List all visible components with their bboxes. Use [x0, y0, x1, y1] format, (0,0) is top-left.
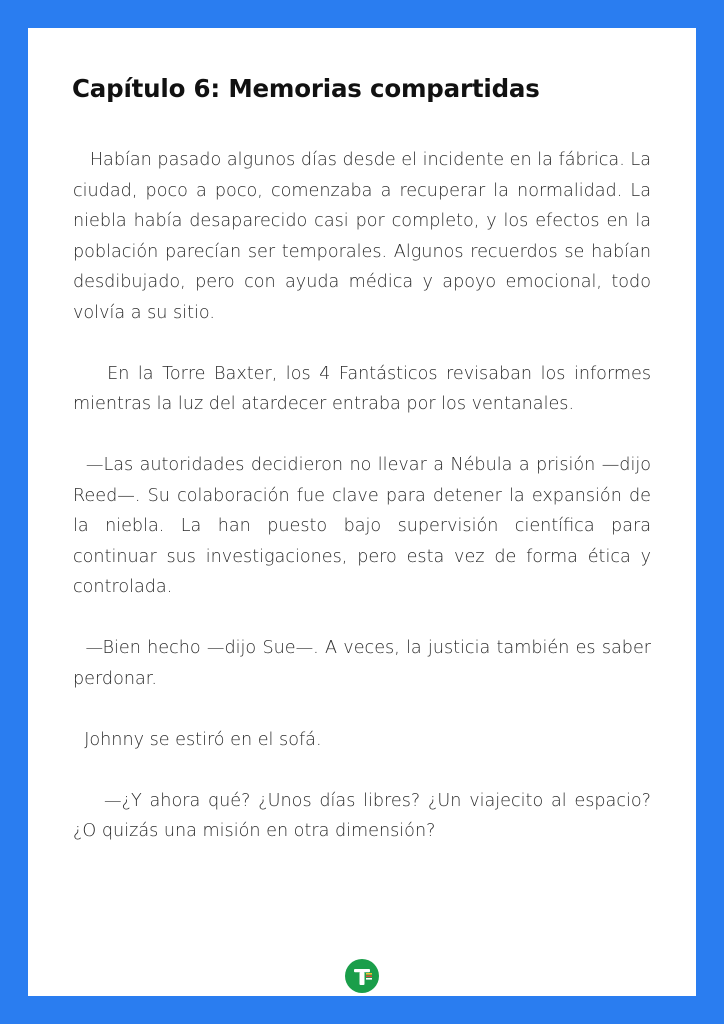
paragraph-3: —Las autoridades decidieron no llevar a Nébula a prisión —dijo Reed—. Su colaboración fue clave para detener la expansión de la niebla. La han puesto bajo supervisión científica para continuar sus investigaciones, pero esta vez de forma ética y controlada. — [73, 455, 657, 597]
paragraph-2: En la Torre Baxter, los 4 Fantásticos revisaban los informes mientras la luz del atardecer entraba por los ventanales. — [73, 363, 657, 414]
paragraph-1: Habían pasado algunos días desde el incidente en la fábrica. La ciudad, poco a poco, comenzaba a recuperar la normalidad. La niebla había desaparecido casi por completo, y los efectos en la población parecían ser temporales. Algunos recuerdos se habían desdibujado, pero con ayuda médica y apoyo emocional, todo volvía a su sitio. — [73, 150, 657, 323]
green-circle-book-logo-icon — [345, 959, 379, 993]
document-page — [28, 28, 696, 996]
chapter-body — [73, 145, 657, 877]
paragraph-6: —¿Y ahora qué? ¿Unos días libres? ¿Un viajecito al espacio? ¿O quizás una misión en otra dimensión? — [73, 790, 657, 841]
chapter-title: Capítulo 6: Memorias compartidas — [72, 74, 540, 103]
paragraph-4: —Bien hecho —dijo Sue—. A veces, la justicia también es saber perdonar. — [73, 638, 657, 689]
paragraph-5: Johnny se estiró en el sofá. — [73, 729, 322, 750]
